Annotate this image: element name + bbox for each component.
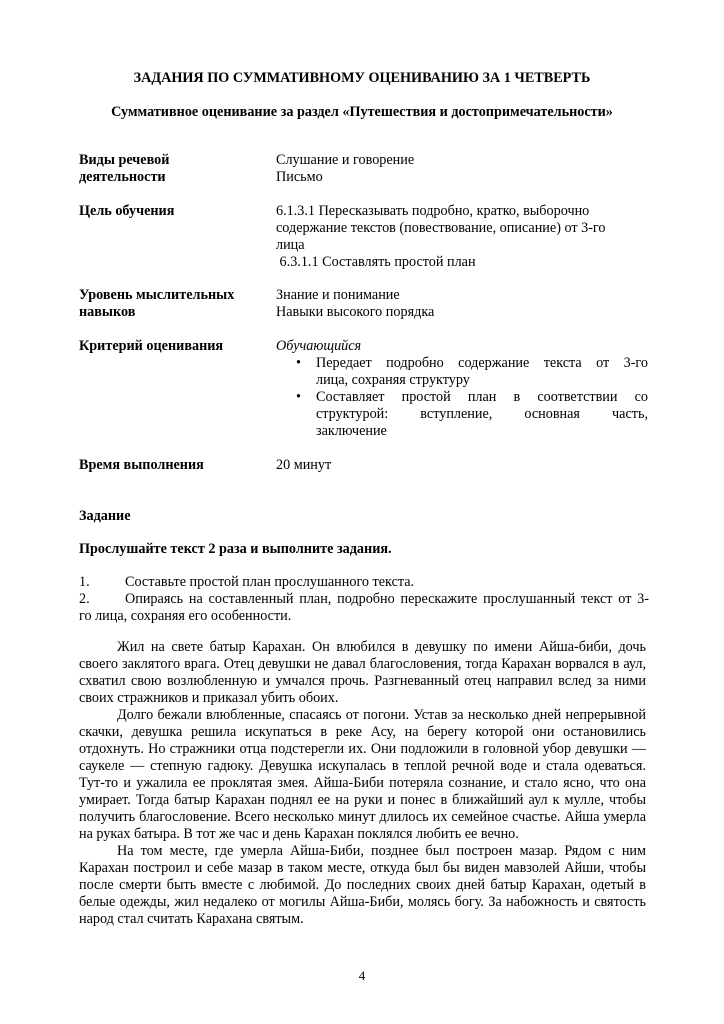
info-value: [276, 287, 648, 321]
task-item-text: Составьте простой план прослушанного текста.: [125, 574, 415, 590]
value-line: Знание и понимание: [276, 287, 400, 303]
label-line: навыков: [79, 304, 136, 320]
criteria-head: Обучающийся: [276, 338, 362, 354]
task-item-number: 1.: [79, 574, 90, 590]
info-label: Критерий оценивания: [79, 338, 224, 354]
task-instruction: Прослушайте текст 2 раза и выполните задания.: [79, 541, 392, 557]
story-paragraph: Жил на свете батыр Карахан. Он влюбился в девушку по имени Айша-биби, дочь своего заклятого врага. Отец девушки не давал благословения, тогда Карахан ворвался в аул, схватил свою возлюбленную и умчался прочь. Разгневанный отец направил вслед за ними своих стражников и приказал убить обоих.: [79, 639, 646, 706]
task-heading: Задание: [79, 508, 131, 524]
value-line: 6.1.3.1 Пересказывать подробно, кратко, выборочно: [276, 203, 590, 219]
task-item-number: 2.: [79, 591, 90, 607]
label-line: Уровень мыслительных: [79, 287, 235, 303]
info-value: [276, 338, 648, 440]
info-label: Цель обучения: [79, 203, 175, 219]
criteria-line: лица, сохраняя структуру: [316, 372, 470, 388]
story-paragraph: На том месте, где умерла Айша-Биби, позднее был построен мазар. Рядом с ним Карахан построил и себе мазар в таком месте, откуда был бы виден мавзолей Айши, чтобы после смерти быть вместе с любимой. До последних своих дней батыр Карахан, одетый в белые одежды, жил недалеко от могилы Айша-Биби, молясь богу. За набожность и святость народ стал считать Карахана святым.: [79, 843, 646, 927]
label-line: деятельности: [79, 169, 166, 185]
info-value: 20 минут: [276, 457, 332, 473]
info-value: [276, 203, 648, 271]
story-text: [79, 639, 646, 928]
value-line: Слушание и говорение: [276, 152, 415, 168]
criteria-item: [276, 389, 648, 440]
criteria-list: [276, 355, 648, 440]
task-item-text-continuation: го лица, сохраняя его особенности.: [79, 608, 292, 624]
document-title: ЗАДАНИЯ ПО СУММАТИВНОМУ ОЦЕНИВАНИЮ ЗА 1 ЧЕТВЕРТЬ: [133, 70, 591, 86]
label-line: Виды речевой: [79, 152, 170, 168]
story-paragraph: Долго бежали влюбленные, спасаясь от погони. Устав за несколько дней непрерывной скачки, девушка решила искупаться в реке Асу, на берегу которой они остановились отдохнуть. Но стражники отца подстерегли их. Они подложили в головной убор девушки — саукеле — степную гадюку. Девушка искупалась в теплой речной воде и стала одеваться. Тут-то и ужалила ее проклятая змея. Айша-Биби потеряла сознание, и стало ясно, что она умирает. Тогда батыр Карахан поднял ее на руки и понес в ближайший аул к мулле, чтобы получить благословение. Всего несколько минут длилось их семейное счастье. Айша умерла на руках батыра. В тот же час и день Карахан поклялся любить ее вечно.: [79, 707, 646, 842]
value-line: 6.3.1.1 Составлять простой план: [276, 254, 476, 270]
info-label: Время выполнения: [79, 457, 204, 473]
task-item-text: Опираясь на составленный план, подробно перескажите прослушанный текст от 3-: [125, 591, 649, 607]
value-line: Навыки высокого порядка: [276, 304, 435, 320]
criteria-line: Составляет простой план в соответствии со: [316, 389, 648, 405]
criteria-line: Передает подробно содержание текста от 3-го: [316, 355, 648, 371]
info-label: [79, 287, 269, 321]
value-line: содержание текстов (повествование, описание) от 3-го: [276, 220, 606, 236]
bullet-icon: •: [296, 355, 301, 371]
info-label: [79, 152, 269, 186]
bullet-icon: •: [296, 389, 301, 405]
document-subtitle: Суммативное оценивание за раздел «Путешествия и достопримечательности»: [111, 104, 613, 120]
value-line: Письмо: [276, 169, 323, 185]
criteria-line: заключение: [316, 423, 387, 439]
criteria-line: структурой: вступление, основная часть,: [316, 406, 648, 422]
page-number: 4: [358, 968, 366, 983]
info-value: [276, 152, 648, 186]
criteria-item: [276, 355, 648, 389]
value-line: лица: [276, 237, 305, 253]
